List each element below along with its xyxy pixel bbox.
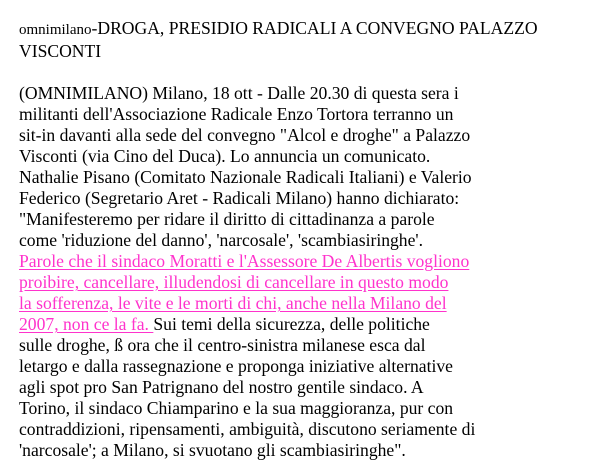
body-line: contraddizioni, ripensamenti, ambiguità, discutono seriamente di (19, 419, 476, 439)
article-headline (19, 18, 594, 62)
body-line: (OMNIMILANO) Milano, 18 ott - Dalle 20.30 di questa sera i (19, 83, 459, 103)
mixed-line (19, 314, 594, 335)
body-line: agli spot pro San Patrignano del nostro gentile sindaco. A (19, 377, 424, 397)
body-line: letargo e dalla rassegnazione e proponga iniziative alternative (19, 356, 453, 376)
title-separator: - (91, 18, 98, 38)
article-source: omnimilano (19, 22, 92, 38)
highlighted-quote-line: la sofferenza, le vite e le morti di chi, anche nella Milano del (19, 293, 447, 313)
body-line: Visconti (via Cino del Duca). Lo annuncia un comunicato. (19, 146, 431, 166)
body-line: come 'riduzione del danno', 'narcosale', 'scambiasiringhe'. (19, 230, 423, 250)
body-line: "Manifesteremo per ridare il diritto di cittadinanza a parole (19, 209, 435, 229)
highlighted-quote-end: 2007, non ce la fa. (19, 314, 154, 334)
article (19, 18, 594, 461)
body-line: Federico (Segretario Aret - Radicali Milano) hanno dichiarato: (19, 188, 460, 208)
body-line: Torino, il sindaco Chiamparino e la sua maggioranza, pur con (19, 398, 454, 418)
article-title: DROGA, PRESIDIO RADICALI A CONVEGNO PALAZZO VISCONTI (19, 18, 538, 61)
body-line: militanti dell'Associazione Radicale Enzo Tortora terranno un (19, 104, 454, 124)
body-line: Nathalie Pisano (Comitato Nazionale Radicali Italiani) e Valerio (19, 167, 472, 187)
body-line-continuation: Sui temi della sicurezza, delle politiche (153, 314, 430, 334)
body-line: 'narcosale'; a Milano, si svuotano gli scambiasiringhe". (19, 440, 406, 460)
body-line: sulle droghe, ß ora che il centro-sinistra milanese esca dal (19, 335, 426, 355)
article-body (19, 83, 594, 461)
highlighted-quote-line: proibire, cancellare, illudendosi di cancellare in questo modo (19, 272, 449, 292)
highlighted-quote-line: Parole che il sindaco Moratti e l'Assessore De Albertis vogliono (19, 251, 470, 271)
body-line: sit-in davanti alla sede del convegno "Alcol e droghe" a Palazzo (19, 125, 471, 145)
